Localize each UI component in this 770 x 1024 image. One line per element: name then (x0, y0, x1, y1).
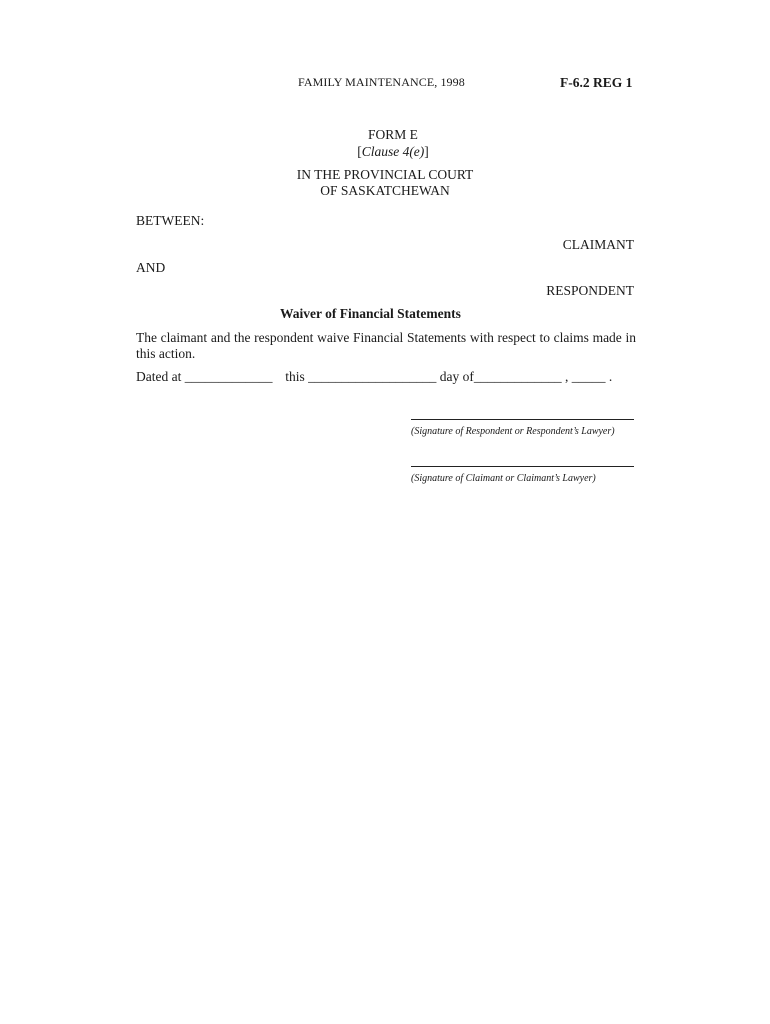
waiver-body: The claimant and the respondent waive Financial Statements with respect to claims made in this action. (136, 330, 636, 361)
dated-at-label: Dated at (136, 369, 182, 384)
claimant-signature-caption: (Signature of Claimant or Claimant’s Lawyer) (411, 473, 596, 484)
month-blank[interactable]: _____________ (473, 369, 562, 384)
respondent-signature-caption: (Signature of Respondent or Respondent’s Lawyer) (411, 426, 615, 437)
period: . (608, 369, 613, 384)
regulation-code: F-6.2 REG 1 (560, 75, 633, 90)
form-clause (8, 144, 770, 160)
dated-row (136, 369, 612, 385)
claimant-label: CLAIMANT (562, 237, 634, 252)
respondent-signature-line[interactable] (411, 419, 634, 420)
form-title: FORM E (368, 127, 418, 142)
act-title: FAMILY MAINTENANCE, 1998 (298, 75, 465, 89)
day-blank[interactable]: ___________________ (308, 369, 437, 384)
court-name-line-1: IN THE PROVINCIAL COURT (296, 167, 474, 182)
between-label: BETWEEN: (136, 213, 205, 228)
court-name-line-2: OF SASKATCHEWAN (320, 183, 450, 198)
year-blank[interactable]: _____ (571, 369, 606, 384)
day-of-label: day of (439, 369, 474, 384)
and-label: AND (136, 260, 166, 275)
clause-reference: Clause 4(e) (361, 144, 425, 159)
waiver-heading: Waiver of Financial Statements (280, 306, 461, 321)
comma: , (565, 369, 569, 384)
claimant-signature-block (411, 466, 634, 484)
claimant-signature-line[interactable] (411, 466, 634, 467)
clause-open-bracket: [ (357, 144, 362, 159)
respondent-signature-block (411, 419, 634, 437)
clause-close-bracket: ] (424, 144, 429, 159)
place-blank[interactable]: _____________ (184, 369, 273, 384)
this-label: this (285, 369, 305, 384)
respondent-label: RESPONDENT (546, 283, 634, 298)
